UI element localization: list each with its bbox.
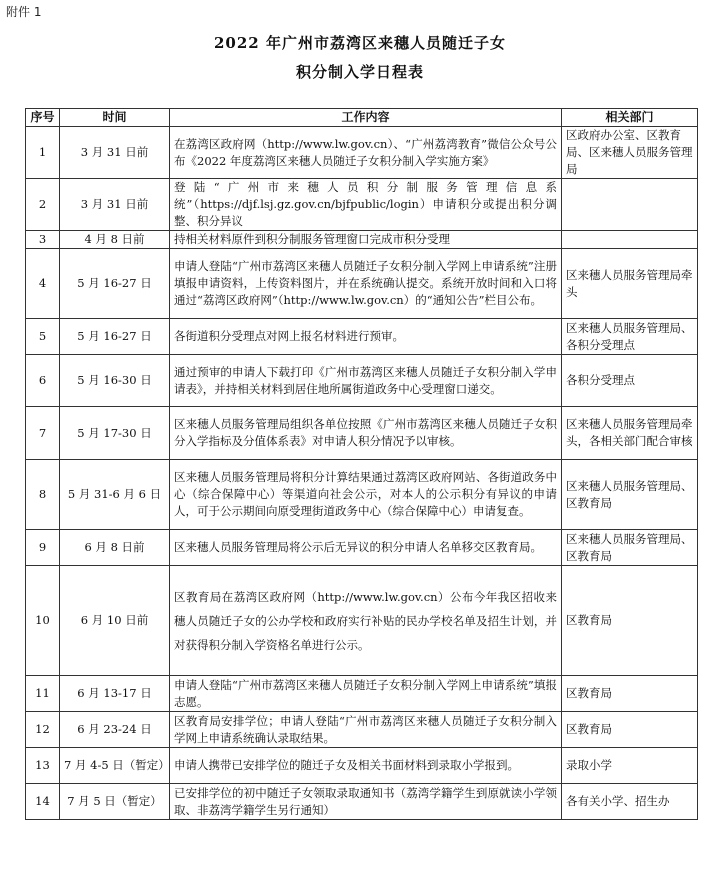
document-title-line-1: 2022 年广州市荔湾区来穗人员随迁子女	[214, 34, 506, 52]
row-dept: 各有关小学、招生办	[562, 784, 698, 820]
row-time: 5 月 16-27 日	[60, 249, 170, 319]
table-row	[26, 460, 698, 530]
row-content: 区教育局在荔湾区政府网（http://www.lw.gov.cn）公布今年我区招收来穗人员随迁子女的公办学校和政府实行补贴的民办学校名单及招生计划，并对获得积分制入学资格名单进行公示。	[170, 566, 562, 676]
row-dept	[562, 179, 698, 231]
header-no: 序号	[26, 109, 60, 127]
row-no: 8	[26, 460, 60, 530]
row-no: 5	[26, 319, 60, 355]
row-dept: 区来穗人员服务管理局、各积分受理点	[562, 319, 698, 355]
row-time: 6 月 10 日前	[60, 566, 170, 676]
table-row	[26, 748, 698, 784]
row-dept: 区来穗人员服务管理局牵头	[562, 249, 698, 319]
row-dept: 各积分受理点	[562, 355, 698, 407]
row-time: 6 月 23-24 日	[60, 712, 170, 748]
row-content: 申请人登陆“广州市荔湾区来穗人员随迁子女积分制入学网上申请系统”填报志愿。	[170, 676, 562, 712]
row-dept: 区政府办公室、区教育局、区来穗人员服务管理局	[562, 127, 698, 179]
table-row	[26, 407, 698, 460]
row-content: 区来穗人员服务管理局将公示后无异议的积分申请人名单移交区教育局。	[170, 530, 562, 566]
row-no: 2	[26, 179, 60, 231]
row-content: 区来穗人员服务管理局将积分计算结果通过荔湾区政府网站、各街道政务中心（综合保障中心）等渠道向社会公示，对本人的公示积分有异议的申请人，可于公示期间向原受理街道政务中心（综合保障中心）申请复查。	[170, 460, 562, 530]
row-no: 4	[26, 249, 60, 319]
row-no: 12	[26, 712, 60, 748]
row-dept	[562, 231, 698, 249]
table-row	[26, 530, 698, 566]
row-content: 通过预审的申请人下载打印《广州市荔湾区来穗人员随迁子女积分制入学申请表》，并持相关材料到居住地所属街道政务中心受理窗口递交。	[170, 355, 562, 407]
row-no: 9	[26, 530, 60, 566]
row-time: 3 月 31 日前	[60, 179, 170, 231]
table-row	[26, 127, 698, 179]
row-content: 申请人携带已安排学位的随迁子女及相关书面材料到录取小学报到。	[170, 748, 562, 784]
row-content: 在荔湾区政府网（http://www.lw.gov.cn）、“广州荔湾教育”微信公众号公布《2022 年度荔湾区来穗人员随迁子女积分制入学实施方案》	[170, 127, 562, 179]
table-row	[26, 179, 698, 231]
schedule-table	[25, 108, 698, 820]
row-dept: 区教育局	[562, 712, 698, 748]
table-header-row	[26, 109, 698, 127]
row-no: 14	[26, 784, 60, 820]
row-content: 申请人登陆“广州市荔湾区来穗人员随迁子女积分制入学网上申请系统”注册填报申请资料，上传资料图片，并在系统确认提交。系统开放时间和入口将通过“荔湾区政府网”（http://www.lw.gov.cn）的“通知公告”栏目公布。	[170, 249, 562, 319]
row-content: 已安排学位的初中随迁子女领取录取通知书（荔湾学籍学生到原就读小学领取、非荔湾学籍学生另行通知）	[170, 784, 562, 820]
row-time: 7 月 5 日（暂定）	[60, 784, 170, 820]
row-time: 4 月 8 日前	[60, 231, 170, 249]
row-time: 6 月 13-17 日	[60, 676, 170, 712]
table-row	[26, 712, 698, 748]
header-dept: 相关部门	[562, 109, 698, 127]
header-content: 工作内容	[170, 109, 562, 127]
row-dept: 区教育局	[562, 566, 698, 676]
table-row	[26, 676, 698, 712]
row-no: 1	[26, 127, 60, 179]
row-time: 5 月 17-30 日	[60, 407, 170, 460]
row-time: 5 月 16-30 日	[60, 355, 170, 407]
table-row	[26, 319, 698, 355]
row-time: 5 月 16-27 日	[60, 319, 170, 355]
row-dept: 录取小学	[562, 748, 698, 784]
row-no: 3	[26, 231, 60, 249]
row-content: 持相关材料原件到积分制服务管理窗口完成市积分受理	[170, 231, 562, 249]
row-dept: 区来穗人员服务管理局牵头，各相关部门配合审核	[562, 407, 698, 460]
row-dept: 区来穗人员服务管理局、区教育局	[562, 460, 698, 530]
table-row	[26, 784, 698, 820]
row-dept: 区来穗人员服务管理局、区教育局	[562, 530, 698, 566]
table-row	[26, 566, 698, 676]
header-time: 时间	[60, 109, 170, 127]
attachment-label: 附件 1	[6, 5, 42, 19]
row-dept: 区教育局	[562, 676, 698, 712]
row-content: 各街道积分受理点对网上报名材料进行预审。	[170, 319, 562, 355]
table-row	[26, 231, 698, 249]
table-row	[26, 355, 698, 407]
row-time: 3 月 31 日前	[60, 127, 170, 179]
row-content: 区教育局安排学位；申请人登陆“广州市荔湾区来穗人员随迁子女积分制入学网上申请系统确认录取结果。	[170, 712, 562, 748]
row-content: 区来穗人员服务管理局组织各单位按照《广州市荔湾区来穗人员随迁子女积分入学指标及分值体系表》对申请人积分情况予以审核。	[170, 407, 562, 460]
row-content: 登陆“广州市来穗人员积分制服务管理信息系统”（https://djf.lsj.gz.gov.cn/bjfpublic/login）申请积分或提出积分调整、积分异议	[170, 179, 562, 231]
table-row	[26, 249, 698, 319]
row-no: 11	[26, 676, 60, 712]
row-time: 7 月 4-5 日（暂定）	[60, 748, 170, 784]
document-title-line-2: 积分制入学日程表	[295, 63, 424, 81]
row-no: 6	[26, 355, 60, 407]
row-time: 6 月 8 日前	[60, 530, 170, 566]
row-no: 7	[26, 407, 60, 460]
row-no: 10	[26, 566, 60, 676]
row-no: 13	[26, 748, 60, 784]
row-time: 5 月 31-6 月 6 日	[60, 460, 170, 530]
